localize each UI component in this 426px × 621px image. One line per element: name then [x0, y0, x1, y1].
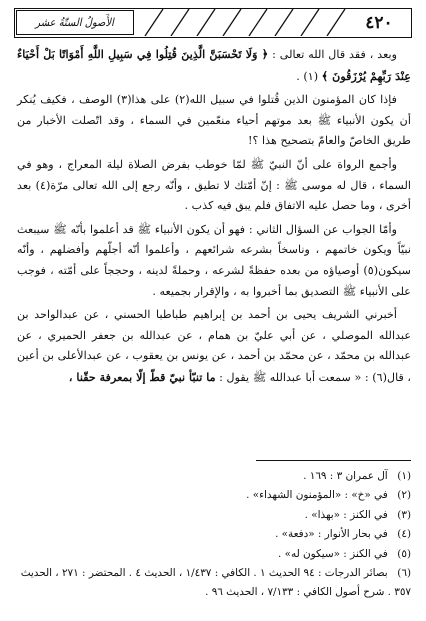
footnotes — [17, 467, 411, 603]
page-header — [14, 8, 412, 38]
paragraph-5 — [17, 305, 411, 388]
footnote-number: (٢) — [397, 489, 411, 502]
footnote-text: آل عمران ٣ : ١٦٩ . — [303, 470, 388, 482]
paragraph-1-intro: وبعد ، فقد قال الله تعالى : — [268, 48, 397, 61]
running-title — [16, 10, 134, 35]
footnote-number: (٤) — [397, 528, 411, 541]
footnote-number: (٥) — [397, 547, 411, 560]
hadith-quote: ما تنبّأ نبيّ قطّ إلّا بمعرفة حقّنا ، — [68, 369, 216, 384]
paragraph-2: فإذا كان المؤمنون الذين قُتلوا في سبيل الله(٢) على هذا(٣) الوصف ، فكيف يُنكر أن يكون الأنبياء ﷺ بعد موتهم أحياء منعّمين في السماء ، وقد اتّصلت الأخبار من طريق الخاصّ والعامّ بتصحيح هذا ؟! — [17, 93, 411, 148]
main-text — [17, 44, 411, 392]
decorative-hatching — [137, 9, 351, 36]
running-title-text: الأَصولُ الستّةُ عشر — [35, 16, 115, 29]
footnote-text: في الكنز : «سيكون له» . — [278, 547, 388, 560]
paragraph-1-ref: (١) . — [296, 69, 322, 83]
paragraph-3: وأجمع الرواة على أنّ النبيّ ﷺ لمّا خوطب بفرض الصلاة ليلة المعراج ، وهو في السماء ، قال له موسى ﷺ : إنّ أمّتك لا تطيق ، وأنّه رجع إلى الله تعالى مرّة(٤) بعد أخرى ، وما حصل عليه الاتفاق فلم يبق فيه كذب . — [17, 157, 411, 213]
footnote-item — [17, 545, 411, 564]
paragraph-5-chain: أخبرني الشريف يحيى بن أحمد بن إبراهيم طباطبا الحسني ، عن عبدالواحد بن عبدالله الموصلي ، عن أبي عليّ بن همام ، عن عبدالله بن جعفر الحميري ، عن عبدالله بن محمّد ، عن محمّد بن أحمد ، عن يونس بن يعقوب ، عن عبدالأعلى بن أعين ، قال(٦) : « سمعت أبا عبدالله ﷺ يقول : — [17, 308, 411, 384]
footnote-text: بصائر الدرجات : ٩٤ الحديث ١ . الكافي : ١/٤٣٧ ، الحديث ٤ . المحتضر : ٢٧١ ، الحديث ٣٥٧ . شرح أصول الكافي : ٧/١٣٣ ، الحديث ٩٦ . — [20, 567, 411, 599]
paragraph-1 — [17, 44, 411, 87]
quran-verse: ﴿ وَلَا تَحْسَبَنَّ الَّذِينَ قُتِلُوا فِي سَبِيلِ اللَّهِ أَمْوَاتًا بَلْ أَحْيَاءٌ عِنْدَ رَبِّهِمْ يُرْزَقُونَ ﴾ — [17, 47, 411, 83]
footnote-item — [17, 525, 411, 544]
footnote-text: في بحار الأنوار : «دفعة» . — [275, 528, 388, 541]
footnote-item — [17, 506, 411, 525]
footnote-item — [17, 467, 411, 486]
footnote-item — [17, 564, 411, 603]
footnote-number: (٣) — [397, 508, 411, 521]
page-number: ٤٢٠ — [365, 12, 393, 33]
footnote-item — [17, 486, 411, 505]
footnote-text: في «خ» : «المؤمنون الشهداء» . — [246, 489, 388, 502]
footnote-text: في الكنز : «بهذا» . — [304, 508, 388, 521]
footnote-number: (١) — [397, 470, 411, 482]
footnote-separator — [256, 460, 411, 461]
paragraph-4: وأمّا الجواب عن السؤال الثاني : فهو أن يكون الأنبياء ﷺ قد أعلموا بأنّه ﷺ سيبعث نبيّاً ويكون خاتمهم ، وناسخاً بشرعه شرائعهم ، وأعلموا أنّه أجلّهم وأفضلهم ، وأنّه سيكون(٥) أوصياؤه من بعده حفظةً لشرعه ، وحملةً لدينه ، وحججاً على أمّته ، فوجب على الأنبياء ﷺ التصديق بما أخبروا به ، والإقرار بجميعه . — [17, 222, 411, 298]
footnote-number: (٦) — [397, 567, 411, 580]
